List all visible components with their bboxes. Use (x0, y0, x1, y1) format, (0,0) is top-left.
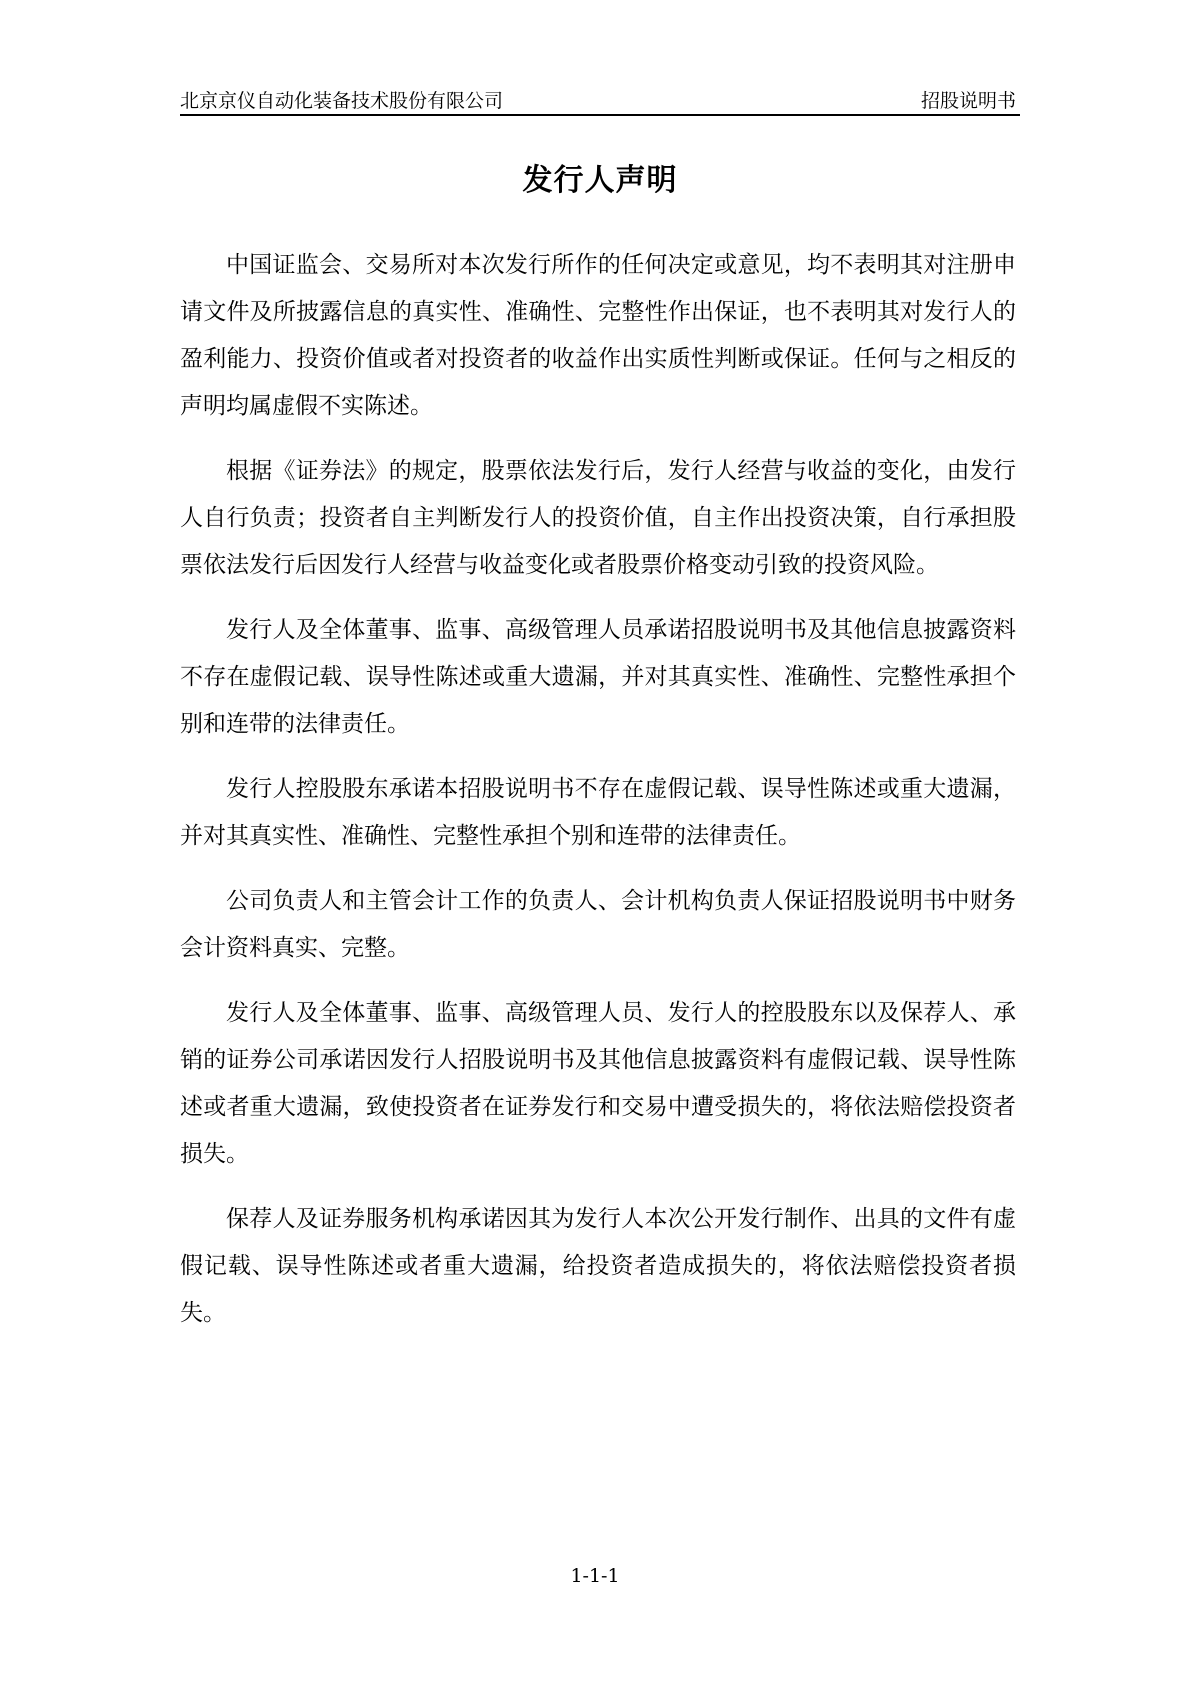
page-header (180, 84, 1020, 116)
paragraph-2: 根据《证券法》的规定，股票依法发行后，发行人经营与收益的变化，由发行人自行负责；投资者自主判断发行人的投资价值，自主作出投资决策，自行承担股票依法发行后因发行人经营与收益变化或者股票价格变动引致的投资风险。 (180, 458, 1016, 578)
page-title: 发行人声明 (522, 163, 678, 198)
paragraph-3: 发行人及全体董事、监事、高级管理人员承诺招股说明书及其他信息披露资料不存在虚假记载、误导性陈述或重大遗漏，并对其真实性、准确性、完整性承担个别和连带的法律责任。 (180, 617, 1016, 737)
paragraph-4: 发行人控股股东承诺本招股说明书不存在虚假记载、误导性陈述或重大遗漏，并对其真实性、准确性、完整性承担个别和连带的法律责任。 (180, 776, 1016, 849)
paragraph-7: 保荐人及证券服务机构承诺因其为发行人本次公开发行制作、出具的文件有虚假记载、误导性陈述或者重大遗漏，给投资者造成损失的，将依法赔偿投资者损失。 (180, 1206, 1016, 1326)
page-number: 1-1-1 (570, 1565, 620, 1587)
paragraph-1: 中国证监会、交易所对本次发行所作的任何决定或意见，均不表明其对注册申请文件及所披露信息的真实性、准确性、完整性作出保证，也不表明其对发行人的盈利能力、投资价值或者对投资者的收益作出实质性判断或保证。任何与之相反的声明均属虚假不实陈述。 (180, 252, 1016, 419)
header-document-type: 招股说明书 (920, 90, 1016, 112)
header-company-name: 北京京仪自动化装备技术股份有限公司 (180, 90, 504, 112)
paragraph-6: 发行人及全体董事、监事、高级管理人员、发行人的控股股东以及保荐人、承销的证券公司承诺因发行人招股说明书及其他信息披露资料有虚假记载、误导性陈述或者重大遗漏，致使投资者在证券发行和交易中遭受损失的，将依法赔偿投资者损失。 (180, 1000, 1016, 1167)
declaration-body (180, 242, 1016, 1355)
paragraph-5: 公司负责人和主管会计工作的负责人、会计机构负责人保证招股说明书中财务会计资料真实、完整。 (180, 888, 1016, 961)
